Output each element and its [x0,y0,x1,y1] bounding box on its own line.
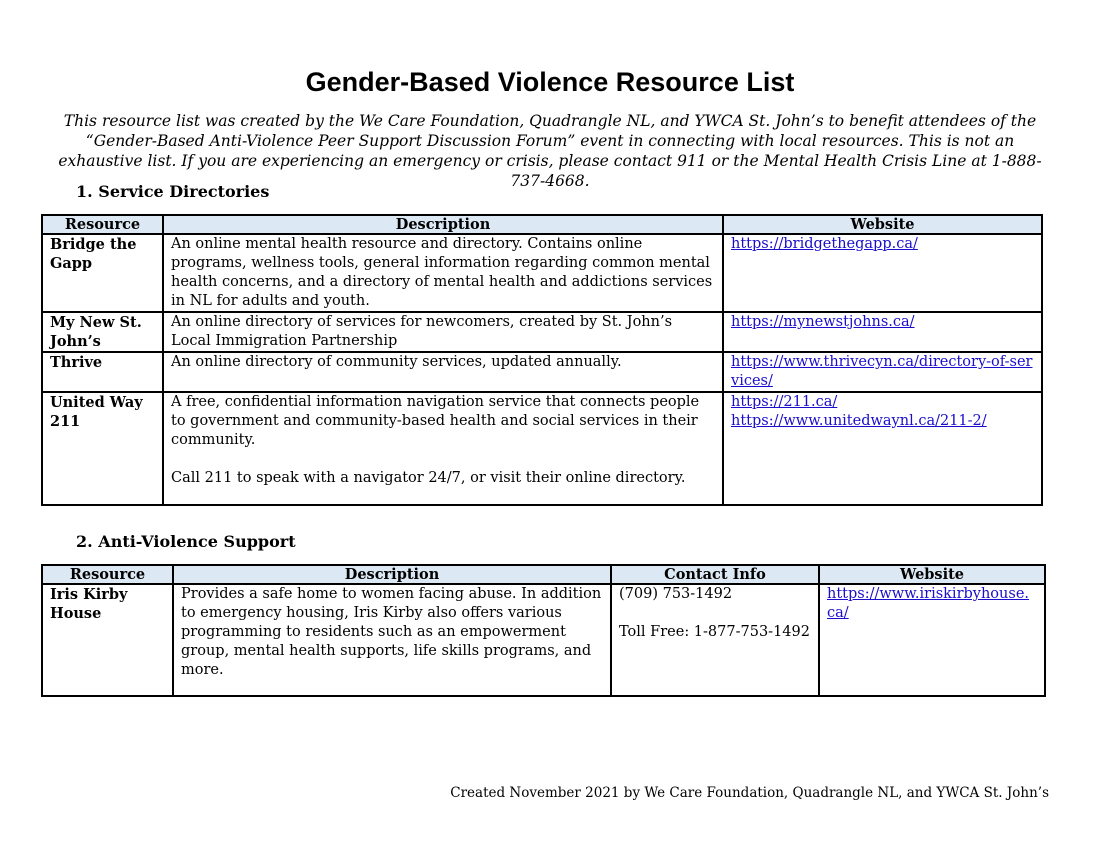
table-row [42,312,1042,352]
resource-description: Provides a safe home to women facing abuse. In addition to emergency housing, Iris Kirby also offers various programming to residents such as an empowerment group, mental health supports, life skills programs, and more. [173,584,611,696]
column-header-website: Website [723,215,1042,234]
column-header-resource: Resource [42,565,173,584]
resource-name: Thrive [42,352,163,392]
website-link[interactable]: https://www.iriskirbyhouse.ca/ [827,586,1030,621]
website-link[interactable]: https://211.ca/ [731,394,838,410]
resource-description-cell [163,392,723,505]
resource-name: United Way 211 [42,392,163,505]
column-header-contact-info: Contact Info [611,565,819,584]
column-header-resource: Resource [42,215,163,234]
page-title: Gender-Based Violence Resource List [305,67,795,97]
website-link[interactable]: https://mynewstjohns.ca/ [731,314,915,330]
resource-name: Iris Kirby House [42,584,173,696]
resource-name: Bridge the Gapp [42,234,163,312]
paragraph-gap [619,604,811,623]
phone-number: (709) 753-1492 [619,586,733,602]
column-header-website: Website [819,565,1045,584]
website-cell [723,234,1042,312]
website-link[interactable]: https://www.thrivecyn.ca/directory-of-services/ [731,354,1033,389]
column-header-description: Description [163,215,723,234]
table-row [42,392,1042,505]
resource-description: An online directory of services for newcomers, created by St. John’s Local Immigration Partnership [163,312,723,352]
website-cell [723,392,1042,505]
table-header-row [42,565,1045,584]
resource-description: A free, confidential information navigation service that connects people to government and community-based health and social services in their community. [171,394,700,448]
resource-description: An online directory of community services, updated annually. [163,352,723,392]
resource-name: My New St. John’s [42,312,163,352]
website-link[interactable]: https://bridgethegapp.ca/ [731,236,918,252]
contact-info-cell [611,584,819,696]
column-header-description: Description [173,565,611,584]
website-cell [723,352,1042,392]
toll-free-number: Toll Free: 1-877-753-1492 [619,624,810,640]
section-heading-anti-violence-support: 2. Anti-Violence Support [76,532,296,551]
table-header-row [42,215,1042,234]
intro-paragraph: This resource list was created by the We Care Foundation, Quadrangle NL, and YWCA St. John’s to benefit attendees of the “Gender-Based Anti-Violence Peer Support Discussion Forum” event in connecting with local resources. This is not an exhaustive list. If you are experiencing an emergency or crisis, please contact 911 or the Mental Health Crisis Line at 1-888-737-4668. [58,112,1042,190]
website-link[interactable]: https://www.unitedwaynl.ca/211-2/ [731,413,987,429]
table-row [42,352,1042,392]
resource-description-note: Call 211 to speak with a navigator 24/7, or visit their online directory. [171,470,686,486]
paragraph-gap [171,450,715,469]
resource-description: An online mental health resource and directory. Contains online programs, wellness tools, general information regarding common mental health concerns, and a directory of mental health and addictions services in NL for adults and youth. [163,234,723,312]
table-row [42,234,1042,312]
table-row [42,584,1045,696]
service-directories-table [41,214,1043,506]
website-cell [723,312,1042,352]
anti-violence-support-table [41,564,1046,697]
website-cell [819,584,1045,696]
section-heading-service-directories: 1. Service Directories [76,182,270,201]
footer-credit: Created November 2021 by We Care Foundation, Quadrangle NL, and YWCA St. John’s [450,785,1049,801]
